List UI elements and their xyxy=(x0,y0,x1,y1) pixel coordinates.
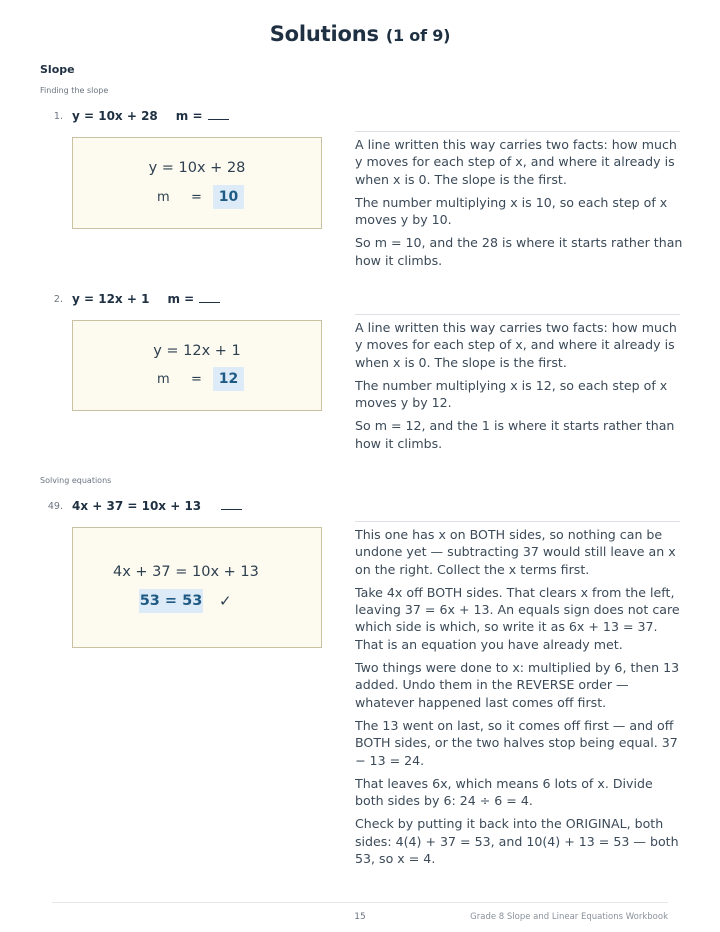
divider xyxy=(355,314,680,315)
question-text: y = 12x + 1 xyxy=(72,292,150,306)
explanation-1 xyxy=(355,136,685,275)
problem-question xyxy=(72,499,242,513)
m-line xyxy=(157,190,202,205)
page-title xyxy=(0,22,720,46)
answer-blank xyxy=(221,499,242,510)
answer-blank xyxy=(208,109,229,120)
equals-sign: = xyxy=(191,190,202,205)
section-heading: Slope xyxy=(40,63,75,76)
answer-blank xyxy=(199,292,220,303)
explanation-step: Check by putting it back into the ORIGINAL, both sides: 4(4) + 37 = 53, and 10(4) + 13 = 53 — both 53, so x = 4. xyxy=(355,816,679,867)
explanation-2 xyxy=(355,319,685,458)
problem-number: 1. xyxy=(53,111,63,122)
check-icon: ✓ xyxy=(219,592,232,610)
explanation-step: So m = 10, and the 28 is where it starts rather than how it climbs. xyxy=(355,235,683,268)
question-text: 4x + 37 = 10x + 13 xyxy=(72,499,202,513)
work-box-1 xyxy=(72,137,322,229)
problem-question xyxy=(72,109,229,123)
work-equation: y = 10x + 28 xyxy=(148,160,246,176)
work-box-49 xyxy=(72,527,322,648)
explanation-49 xyxy=(355,526,685,873)
explanation-step: So m = 12, and the 1 is where it starts rather than how it climbs. xyxy=(355,418,675,451)
question-prompt: m = xyxy=(175,109,203,123)
title-subtitle: (1 of 9) xyxy=(385,26,451,45)
explanation-step: The number multiplying x is 12, so each step of x moves y by 12. xyxy=(355,377,668,411)
explanation-step: Take 4x off BOTH sides. That clears x from the left, leaving 37 = 6x + 13. An equals sign does not care which side is which, so write it as 6x + 13 = 37. That is an equation you have already met. xyxy=(355,584,680,652)
work-box-2 xyxy=(72,320,322,411)
subsection-heading-slope: Finding the slope xyxy=(40,86,109,95)
explanation-step: The number multiplying x is 10, so each step of x moves y by 10. xyxy=(355,194,668,228)
problem-1-header xyxy=(0,108,720,126)
book-title: Grade 8 Slope and Linear Equations Workbook xyxy=(470,912,668,922)
explanation-step: A line written this way carries two facts: how much y moves for each step of x, and where it already is when x is 0. The slope is the first. xyxy=(355,320,677,370)
problem-number: 2. xyxy=(53,294,63,305)
divider xyxy=(355,521,680,522)
question-text: y = 10x + 28 xyxy=(72,109,158,123)
answer-highlight: 53 = 53 xyxy=(139,589,203,613)
work-equation: y = 12x + 1 xyxy=(153,343,241,359)
problem-question xyxy=(72,292,220,306)
answer-highlight: 12 xyxy=(213,367,244,391)
footer-divider xyxy=(52,902,668,903)
question-prompt: m = xyxy=(167,292,195,306)
subsection-heading-equations: Solving equations xyxy=(40,476,112,485)
page-number: 15 xyxy=(354,912,366,922)
problem-49-header xyxy=(0,498,720,516)
problem-2-header xyxy=(0,291,720,309)
equals-sign: = xyxy=(191,372,202,387)
m-label: m xyxy=(157,372,170,387)
explanation-step: The 13 went on last, so it comes off first — and off BOTH sides, or the two halves stop being equal. 37 − 13 = 24. xyxy=(355,717,678,768)
explanation-step: A line written this way carries two facts: how much y moves for each step of x, and where it already is when x is 0. The slope is the first. xyxy=(355,137,677,187)
title-main: Solutions xyxy=(269,22,379,46)
m-label: m xyxy=(157,190,170,205)
problem-number: 49. xyxy=(47,501,63,512)
work-equation: 4x + 37 = 10x + 13 xyxy=(113,564,259,580)
divider xyxy=(355,131,680,132)
explanation-step: That leaves 6x, which means 6 lots of x. Divide both sides by 6: 24 ÷ 6 = 4. xyxy=(355,775,653,809)
explanation-step: Two things were done to x: multiplied by 6, then 13 added. Undo them in the REVERSE order — whatever happened last comes off first. xyxy=(355,660,680,710)
answer-highlight: 10 xyxy=(213,185,244,209)
m-line xyxy=(157,372,202,387)
explanation-step: This one has x on BOTH sides, so nothing can be undone yet — subtracting 37 would still leave an x on the right. Collect the x terms first. xyxy=(355,527,676,577)
